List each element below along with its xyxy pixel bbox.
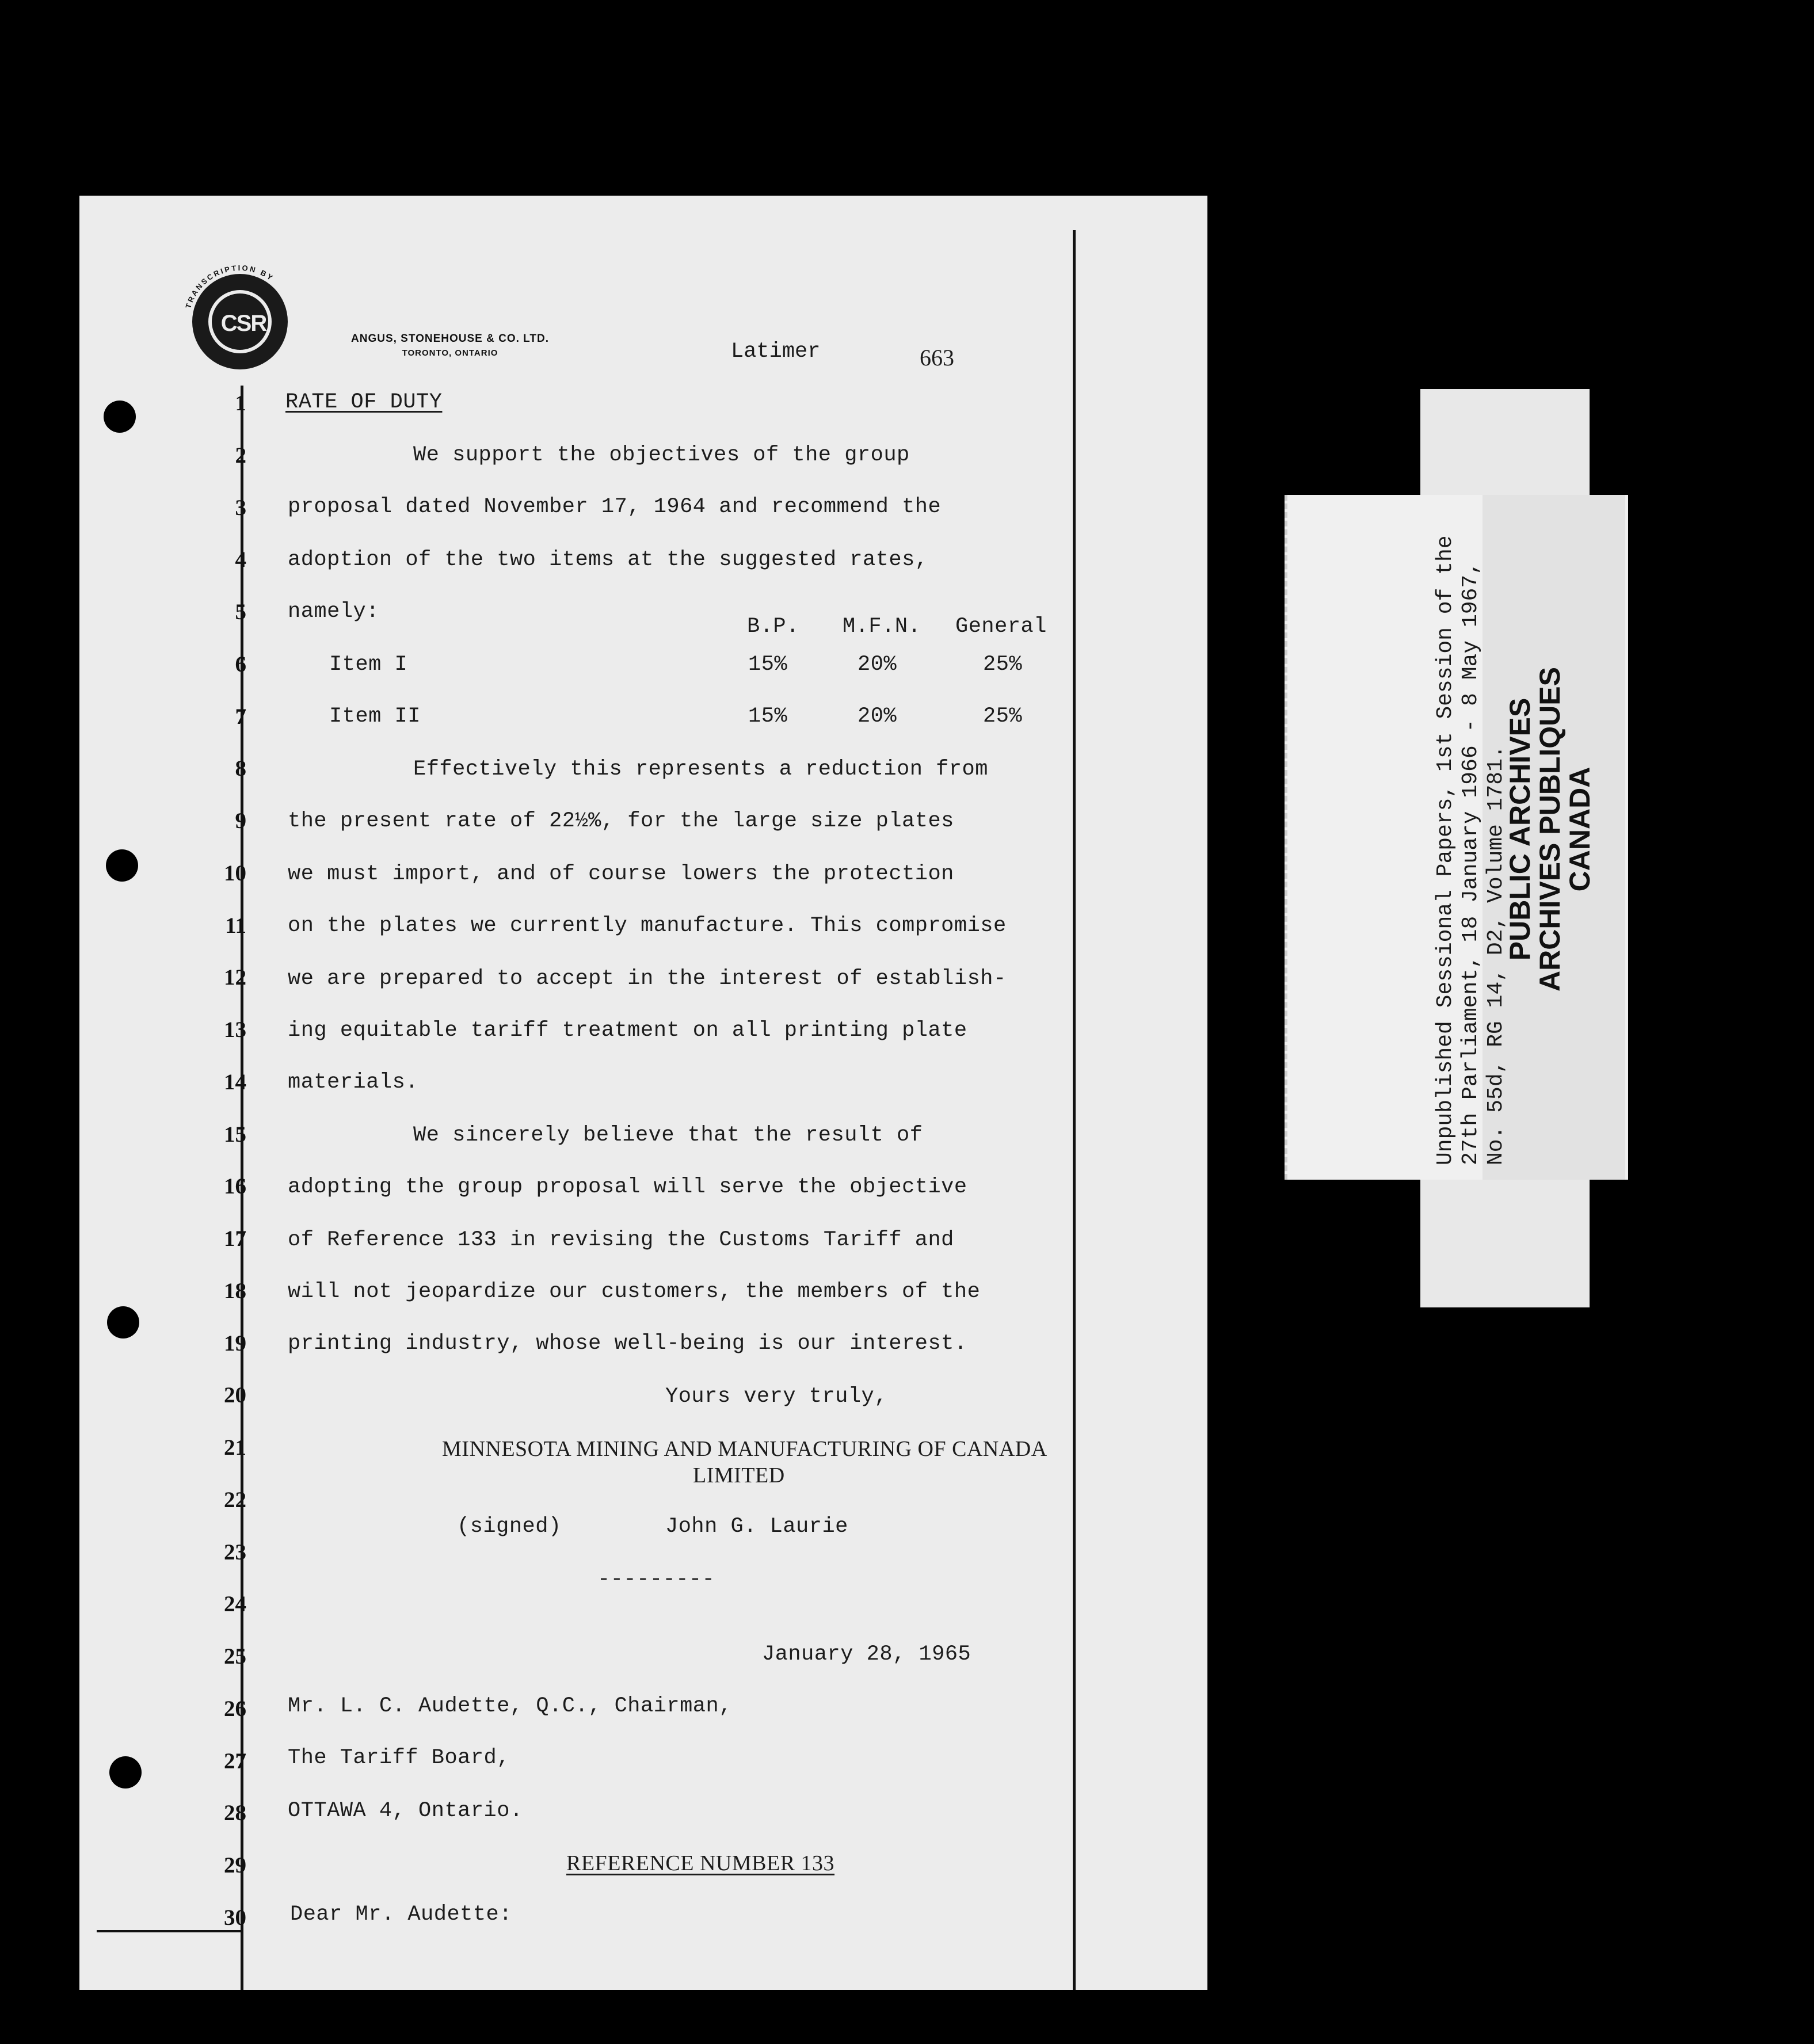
line-number: 28 <box>224 1801 246 1826</box>
text-line-5: namely: <box>288 600 379 624</box>
line-number: 18 <box>224 1278 246 1303</box>
item-mfn: 20% <box>858 704 897 729</box>
logo-letters: CSR <box>220 311 266 336</box>
line-number: 30 <box>224 1905 246 1930</box>
line-number: 27 <box>224 1748 246 1774</box>
rate-col-bp: B.P. <box>747 615 799 639</box>
rate-col-mfn: M.F.N. <box>843 615 921 639</box>
line-number: 23 <box>224 1539 246 1565</box>
text-line-12: we are prepared to accept in the interest of establish- <box>288 967 1007 991</box>
address-line-1: Mr. L. C. Audette, Q.C., Chairman, <box>288 1694 732 1718</box>
signatory-company: MINNESOTA MINING AND MANUFACTURING OF CANADA <box>442 1437 1047 1461</box>
text-line-16: adopting the group proposal will serve the objective <box>288 1175 967 1199</box>
archives-country: CANADA <box>1564 766 1596 892</box>
line-number: 4 <box>235 547 246 573</box>
line-number: 10 <box>224 860 246 886</box>
line-number: 14 <box>224 1069 246 1095</box>
item-bp: 15% <box>748 653 788 677</box>
line-number: 11 <box>225 913 246 938</box>
logo-inner-ring <box>208 290 272 353</box>
line-number: 2 <box>235 443 246 468</box>
line-number: 22 <box>224 1487 246 1512</box>
line-number: 13 <box>224 1017 246 1042</box>
line-number: 6 <box>235 651 246 677</box>
text-line-9: the present rate of 22½%, for the large size plates <box>288 809 954 833</box>
line-number: 26 <box>224 1696 246 1721</box>
line-number: 21 <box>224 1435 246 1460</box>
item-name: Item II <box>329 704 421 729</box>
text-line-18: will not jeopardize our customers, the members of the <box>288 1280 981 1304</box>
letter-date: January 28, 1965 <box>762 1642 971 1667</box>
line-number: 9 <box>235 809 246 833</box>
line-number: 15 <box>224 1122 246 1147</box>
binder-hole <box>106 849 138 882</box>
signed-label: (signed) <box>457 1515 562 1539</box>
company-name-text: ANGUS, STONEHOUSE & CO. LTD. <box>351 333 549 345</box>
text-line-4: adoption of the two items at the suggested rates, <box>288 548 928 572</box>
item-general: 25% <box>983 704 1023 729</box>
text-line-17: of Reference 133 in revising the Customs Tariff and <box>288 1228 954 1252</box>
text-line-8: Effectively this represents a reduction from <box>413 757 988 781</box>
binder-hole <box>104 401 136 433</box>
company-city: TORONTO, ONTARIO <box>402 348 498 358</box>
reporter-name: Latimer <box>731 340 821 364</box>
text-line-10: we must import, and of course lowers the protection <box>288 862 954 886</box>
svg-text:TRANSCRIPTION BY: TRANSCRIPTION BY <box>184 263 276 310</box>
text-line-3: proposal dated November 17, 1964 and recommend the <box>288 495 942 519</box>
separator: --------- <box>597 1568 715 1592</box>
text-line-13: ing equitable tariff treatment on all printing plate <box>288 1019 967 1043</box>
section-heading: RATE OF DUTY <box>285 390 443 414</box>
reference-number: REFERENCE NUMBER 133 <box>566 1851 835 1875</box>
line-number: 3 <box>235 495 246 520</box>
line-number: 12 <box>224 965 246 990</box>
text-line-11: on the plates we currently manufacture. This compromise <box>288 914 1007 938</box>
archives-fr: ARCHIVES PUBLIQUES <box>1534 667 1566 992</box>
line-number: 17 <box>224 1226 246 1251</box>
text-line-2: We support the objectives of the group <box>413 443 910 467</box>
page-number: 663 <box>920 345 954 371</box>
item-bp: 15% <box>748 704 788 729</box>
text-line-14: materials. <box>288 1070 419 1095</box>
line-number: 5 <box>235 600 246 624</box>
line-number: 29 <box>224 1853 246 1878</box>
line-number: 25 <box>224 1644 246 1669</box>
signed-name: John G. Laurie <box>665 1515 848 1539</box>
binder-hole <box>109 1756 142 1788</box>
address-line-2: The Tariff Board, <box>288 1746 510 1770</box>
archive-source-line-1: Unpublished Sessional Papers, 1st Session of the <box>1433 535 1458 1165</box>
line-number: 24 <box>224 1592 246 1617</box>
line-number: 19 <box>224 1330 246 1356</box>
line-number: 7 <box>235 704 246 729</box>
item-mfn: 20% <box>858 653 897 677</box>
company-name <box>312 331 588 360</box>
archive-source-line-2: 27th Parliament, 18 January 1966 - 8 May 1967, <box>1458 562 1483 1165</box>
line-number: 16 <box>224 1174 246 1199</box>
line-number: 20 <box>224 1383 246 1408</box>
item-general: 25% <box>983 653 1023 677</box>
rate-col-general: General <box>955 615 1047 639</box>
signatory-company-limited: LIMITED <box>693 1463 785 1488</box>
archive-source-line-3: No. 55d, RG 14, D2, Volume 1781. <box>1484 745 1508 1165</box>
company-logo <box>192 274 288 369</box>
line-number: 1 <box>235 391 246 415</box>
archives-en: PUBLIC ARCHIVES <box>1504 697 1536 961</box>
line-number: 8 <box>235 756 246 781</box>
closing: Yours very truly, <box>665 1385 887 1409</box>
text-line-15: We sincerely believe that the result of <box>413 1123 923 1147</box>
binder-hole <box>107 1306 139 1338</box>
text-line-19: printing industry, whose well-being is our interest. <box>288 1332 967 1356</box>
item-name: Item I <box>329 653 408 677</box>
transcript-page <box>79 196 1207 1990</box>
address-line-3: OTTAWA 4, Ontario. <box>288 1799 523 1823</box>
right-margin-rule <box>1073 230 1076 1990</box>
salutation: Dear Mr. Audette: <box>290 1902 512 1927</box>
